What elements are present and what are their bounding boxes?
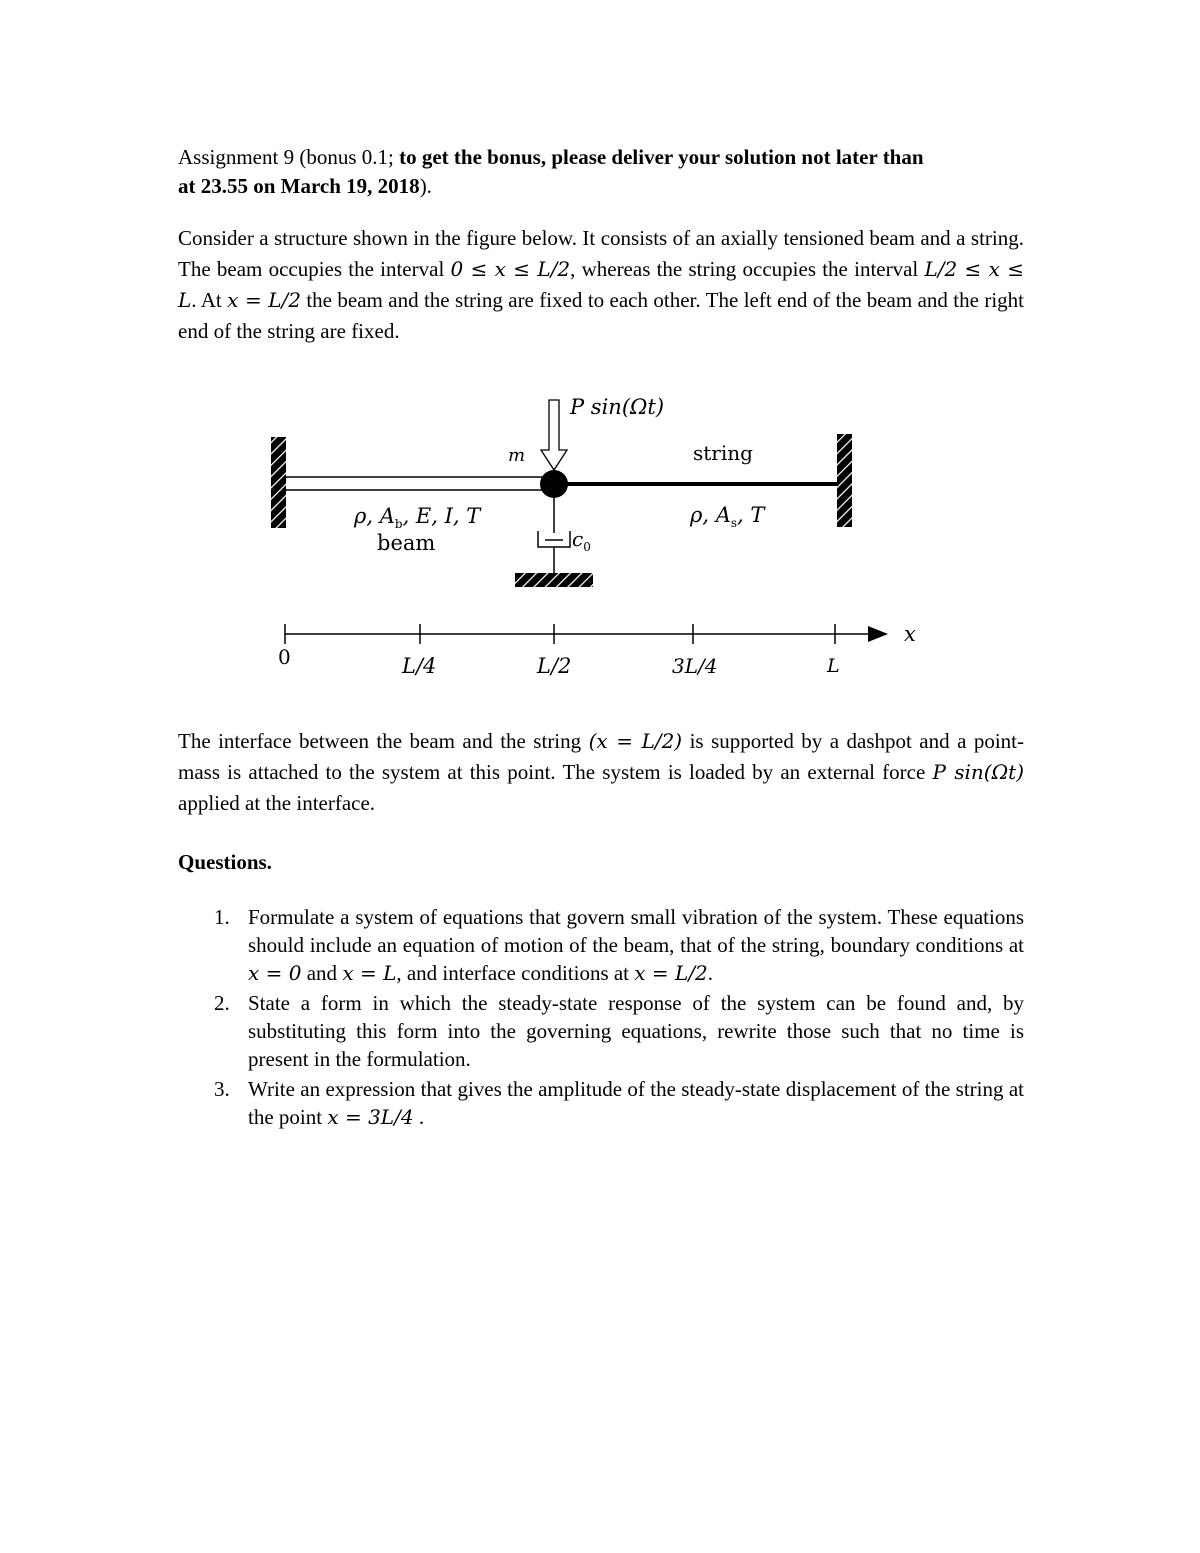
questions-heading: Questions. bbox=[178, 850, 272, 874]
interface-text-2: is supported by a dashpot and a point-mass is attached to the system at this point. The system is loaded by an external force bbox=[178, 729, 1025, 784]
question-1-math-1: x = 0 bbox=[248, 961, 302, 985]
intro-math-interface: x = L/2 bbox=[227, 288, 301, 312]
intro-paragraph bbox=[178, 223, 1024, 347]
question-number: 3. bbox=[214, 1077, 230, 1101]
x-axis-arrowhead bbox=[868, 626, 888, 642]
question-1-text-4: . bbox=[707, 961, 714, 985]
interface-math-force: P sin(Ωt) bbox=[932, 760, 1024, 784]
tick-label-0: 0 bbox=[278, 645, 291, 669]
question-2-text: State a form in which the steady-state response of the system can be found and, by substituting this form into the governing equations, rewrite those such that no time is present in the formulation. bbox=[248, 991, 1024, 1071]
point-mass bbox=[540, 470, 568, 498]
intro-math-string-interval: L/2 ≤ x ≤ L bbox=[178, 257, 1024, 312]
tick-label-l2: L/2 bbox=[537, 654, 572, 678]
right-wall-support bbox=[837, 434, 852, 527]
dashpot-label: $c_0$ bbox=[572, 527, 591, 554]
intro-text-2: , whereas the string occupies the interval bbox=[570, 257, 925, 281]
tick-label-l4: L/4 bbox=[402, 654, 437, 678]
question-3-text-1: Write an expression that gives the amplitude of the steady-state displacement of the string at the point bbox=[248, 1077, 1024, 1129]
string-params-label: ρ, $A_s$, T bbox=[690, 503, 765, 530]
force-label: P sin(Ωt) bbox=[570, 395, 665, 419]
string-label: string bbox=[693, 441, 753, 465]
question-3-math-1: x = 3L/4 bbox=[327, 1105, 414, 1129]
question-1-text-2: and bbox=[301, 961, 343, 985]
question-1-math-3: x = L/2 bbox=[634, 961, 708, 985]
question-1-text-3: , and interface conditions at bbox=[396, 961, 635, 985]
interface-math-1: (x = L/2) bbox=[588, 729, 683, 753]
question-item bbox=[178, 903, 1024, 987]
beam-params-label: ρ, $A_b$, E, I, T bbox=[354, 504, 481, 531]
interface-text-1: The interface between the beam and the string bbox=[178, 729, 589, 753]
questions-list bbox=[178, 903, 1024, 1133]
intro-text-4: the beam and the string are fixed to each other. The left end of the beam and the right end of the string are fixed. bbox=[178, 288, 1024, 343]
dashpot bbox=[538, 498, 570, 573]
intro-text-3: . At bbox=[191, 288, 228, 312]
interface-paragraph bbox=[178, 726, 1024, 819]
intro-math-beam-interval: 0 ≤ x ≤ L/2 bbox=[450, 257, 571, 281]
question-1-text-1: Formulate a system of equations that govern small vibration of the system. These equations should include an equation of motion of the beam, that of the string, boundary conditions at bbox=[248, 905, 1024, 957]
ground-support bbox=[515, 573, 593, 587]
question-item bbox=[178, 989, 1024, 1073]
intro-text-1: Consider a structure shown in the figure below. It consists of an axially tensioned beam and a string. The beam occupies the interval bbox=[178, 226, 1024, 281]
assignment-header-line2 bbox=[178, 172, 1024, 201]
question-item bbox=[178, 1075, 1024, 1131]
question-3-text-2: . bbox=[413, 1105, 425, 1129]
beam bbox=[286, 477, 548, 490]
x-axis bbox=[285, 624, 872, 644]
interface-text-3: applied at the interface. bbox=[178, 791, 376, 815]
header-suffix: ). bbox=[419, 174, 432, 198]
tick-label-3l4: 3L/4 bbox=[672, 654, 718, 678]
beam-label: beam bbox=[377, 531, 436, 555]
assignment-header bbox=[178, 143, 1024, 172]
header-deadline-line2: at 23.55 on March 19, 2018 bbox=[178, 174, 420, 198]
left-wall-support bbox=[271, 437, 286, 528]
structure-figure bbox=[0, 380, 1200, 690]
question-number: 1. bbox=[214, 905, 230, 929]
force-arrow bbox=[541, 400, 567, 470]
question-number: 2. bbox=[214, 991, 230, 1015]
tick-label-l: L bbox=[827, 655, 840, 677]
question-1-math-2: x = L bbox=[342, 961, 397, 985]
mass-label: m bbox=[508, 445, 526, 466]
header-prefix: Assignment 9 (bonus 0.1; bbox=[178, 145, 400, 169]
header-deadline-line1: to get the bonus, please deliver your solution not later than bbox=[399, 145, 924, 169]
x-axis-label: x bbox=[904, 622, 916, 646]
